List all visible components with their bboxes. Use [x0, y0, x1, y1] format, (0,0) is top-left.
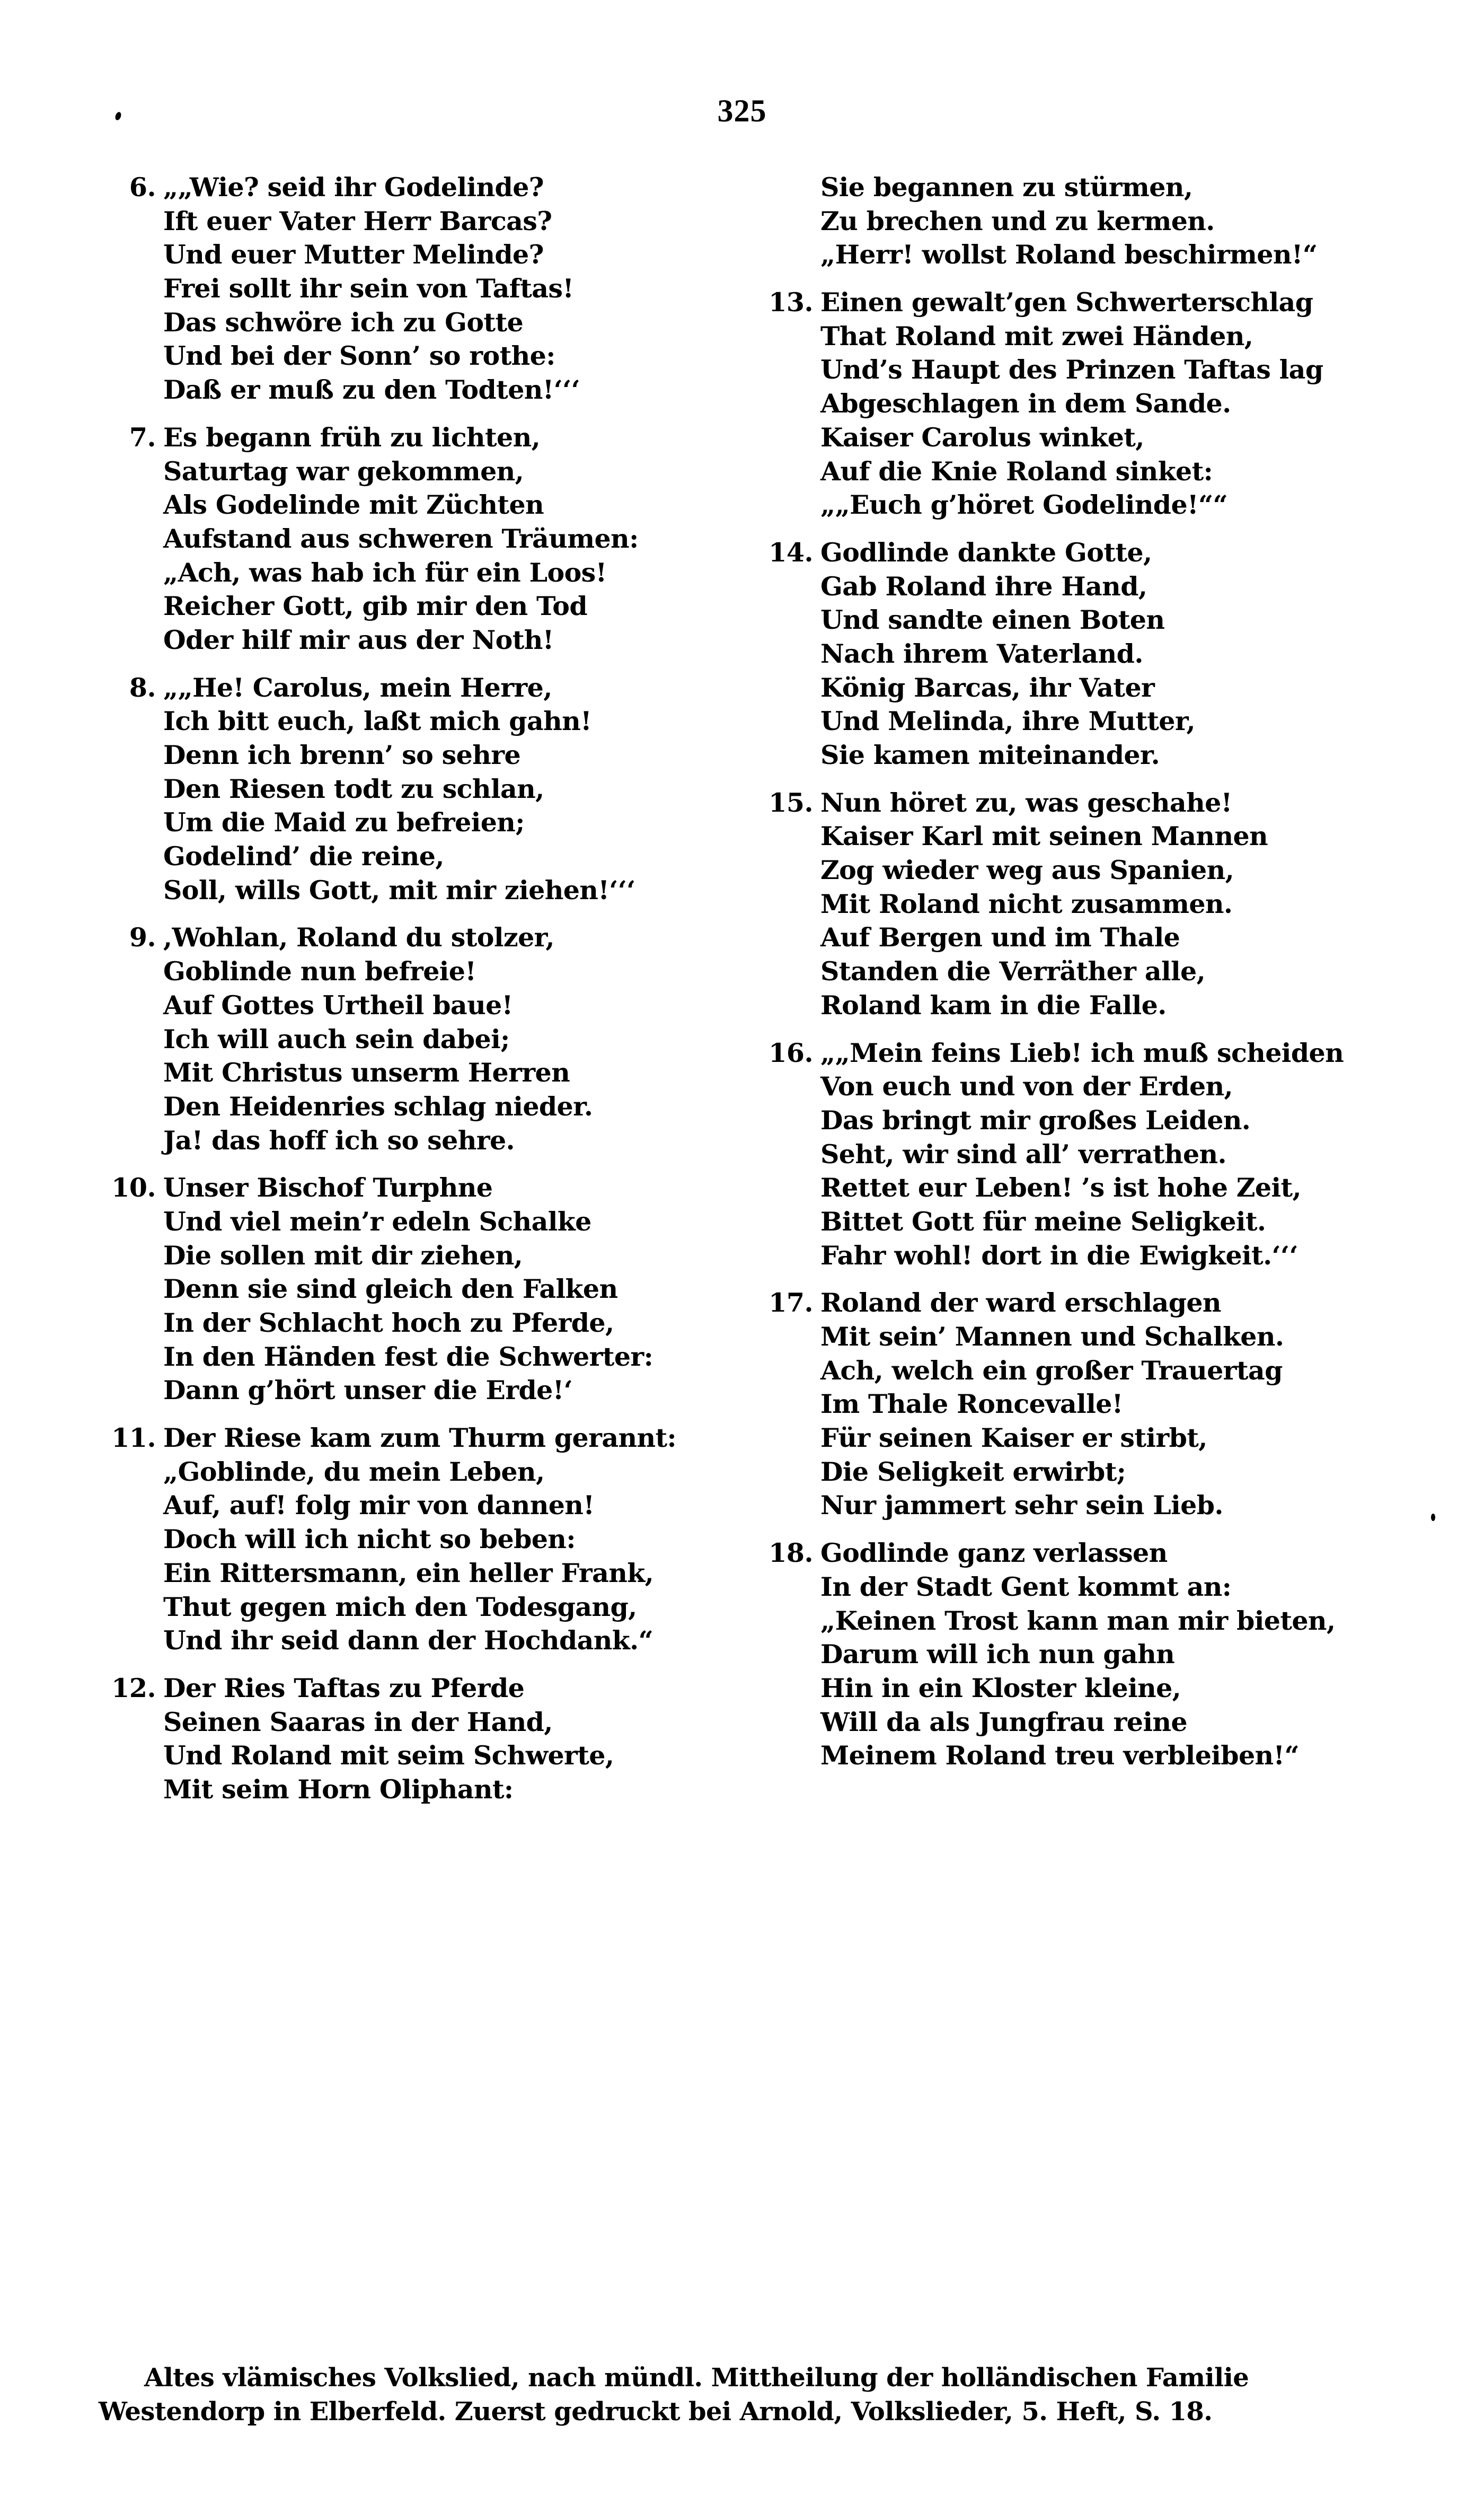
verse-line: „Keinen Trost kann man mir bieten,: [820, 1605, 1336, 1636]
verse-line: In den Händen fest die Schwerter:: [163, 1341, 653, 1372]
stanza-number: 10.: [111, 1172, 156, 1203]
stanza-number: 9.: [129, 922, 156, 953]
verse-line: Sie kamen miteinander.: [820, 740, 1160, 770]
verse-line: Und sandte einen Boten: [820, 604, 1165, 636]
verse-line: Die sollen mit dir ziehen,: [163, 1240, 523, 1271]
verse-line: Auf die Knie Roland sinket:: [820, 455, 1213, 487]
stanza-lines: [820, 286, 1371, 522]
verse-line: Denn ich brenn’ so sehre: [163, 740, 521, 770]
verse-line: Thut gegen mich den Todesgang,: [163, 1591, 637, 1622]
stanza-lines: [163, 1672, 713, 1807]
verse-line: Roland kam in die Falle.: [820, 989, 1167, 1021]
verse-line: That Roland mit zwei Händen,: [820, 320, 1253, 351]
verse-line: Der Ries Taftas zu Pferde: [163, 1672, 525, 1703]
stanza: [99, 421, 713, 657]
verse-line: Hin in ein Kloster kleine,: [820, 1672, 1181, 1703]
verse-line: Und euer Mutter Melinde?: [163, 239, 544, 270]
verse-line: Saturtag war gekommen,: [163, 455, 524, 487]
verse-line: Auf Gottes Urtheil baue!: [163, 989, 513, 1021]
verse-line: Ja! das hoff ich so sehre.: [163, 1124, 515, 1156]
stanza: [99, 1171, 713, 1408]
verse-line: Roland der ward erschlagen: [820, 1287, 1221, 1319]
stanza-lines: [820, 536, 1371, 772]
verse-line: Soll, wills Gott, mit mir ziehen!‘‘‘: [163, 874, 635, 906]
stanza-lines: [163, 421, 713, 657]
verse-line: Den Heidenries schlag nieder.: [163, 1091, 593, 1122]
stanza-lines: [163, 921, 713, 1157]
verse-line: Ach, welch ein großer Trauertag: [820, 1355, 1283, 1386]
verse-line: ,Wohlan, Roland du stolzer,: [163, 922, 554, 953]
verse-line: Auf Bergen und im Thale: [820, 922, 1180, 953]
verse-line: Ich will auch sein dabei;: [163, 1023, 510, 1054]
verse-line: Um die Maid zu befreien;: [163, 807, 525, 838]
stanza: [99, 1672, 713, 1807]
verse-line: Mit sein’ Mannen und Schalken.: [820, 1321, 1284, 1352]
verse-line: Godlinde ganz verlassen: [820, 1537, 1168, 1569]
verse-line: Zu brechen und zu kermen.: [820, 205, 1215, 236]
verse-line: Von euch und von der Erden,: [820, 1071, 1233, 1102]
verse-line: Godlinde dankte Gotte,: [820, 537, 1152, 568]
verse-line: Darum will ich nun gahn: [820, 1639, 1175, 1670]
right-column: [756, 171, 1371, 1821]
source-note-line: Altes vlämisches Volkslied, nach mündl. Mittheilung der holländischen Familie: [144, 2363, 1249, 2393]
verse-line: Will da als Jungfrau reine: [820, 1706, 1187, 1737]
verse-line: Frei sollt ihr sein von Taftas!: [163, 273, 574, 304]
stanza-number: 13.: [768, 287, 813, 318]
verse-line: „Ach, was hab ich für ein Loos!: [163, 557, 607, 588]
verse-line: Als Godelinde mit Züchten: [163, 489, 544, 521]
stanza-number: 11.: [111, 1422, 156, 1454]
verse-line: Einen gewalt’gen Schwerterschlag: [820, 287, 1313, 318]
verse-line: Das bringt mir großes Leiden.: [820, 1104, 1251, 1136]
left-column: [99, 171, 713, 1821]
stanza-number: 18.: [768, 1537, 813, 1569]
verse-line: Und bei der Sonn’ so rothe:: [163, 340, 555, 372]
verse-line: Ift euer Vater Herr Barcas?: [163, 205, 552, 236]
ink-speck: [1431, 1514, 1435, 1521]
stanza-number: 8.: [129, 672, 156, 703]
source-note-line: Westendorp in Elberfeld. Zuerst gedruckt bei Arnold, Volkslieder, 5. Heft, S. 18.: [99, 2397, 1213, 2427]
verse-line: Nach ihrem Vaterland.: [820, 638, 1143, 669]
verse-line: Meinem Roland treu verbleiben!“: [820, 1740, 1300, 1771]
verse-line: In der Stadt Gent kommt an:: [820, 1571, 1232, 1602]
stanza: [756, 786, 1371, 1023]
verse-line: Es begann früh zu lichten,: [163, 421, 541, 453]
stanza-lines: [820, 786, 1371, 1023]
stanza: [756, 286, 1371, 522]
verse-line: Kaiser Carolus winket,: [820, 421, 1144, 453]
stanza: [756, 1286, 1371, 1523]
page-number: 325: [717, 93, 767, 128]
verse-line: Das schwöre ich zu Gotte: [163, 306, 524, 338]
verse-line: Und’s Haupt des Prinzen Taftas lag: [820, 354, 1323, 385]
verse-line: Unser Bischof Turphne: [163, 1172, 493, 1203]
two-column-body: [0, 171, 1484, 1821]
document-page: [0, 93, 1484, 2496]
verse-line: Mit seim Horn Oliphant:: [163, 1773, 514, 1805]
verse-line: Und ihr seid dann der Hochdank.“: [163, 1625, 653, 1656]
verse-line: Rettet eur Leben! ’s ist hohe Zeit,: [820, 1172, 1301, 1203]
stanza-number: 17.: [768, 1287, 813, 1319]
verse-line: Ein Rittersmann, ein heller Frank,: [163, 1557, 654, 1588]
stanza: [99, 171, 713, 407]
verse-line: Standen die Verräther alle,: [820, 956, 1206, 987]
stanza-lines: [820, 171, 1371, 272]
verse-line: Die Seligkeit erwirbt;: [820, 1456, 1126, 1487]
stanza-number: 14.: [768, 537, 813, 568]
verse-line: Goblinde nun befreie!: [163, 956, 476, 987]
verse-line: Den Riesen todt zu schlan,: [163, 773, 544, 804]
verse-line: Für seinen Kaiser er stirbt,: [820, 1422, 1207, 1454]
stanza-number: 15.: [768, 787, 813, 818]
stanza: [756, 1036, 1371, 1273]
stanza-lines: [820, 1286, 1371, 1523]
stanza-continuation: [756, 171, 1371, 272]
verse-line: In der Schlacht hoch zu Pferde,: [163, 1307, 614, 1338]
verse-line: Doch will ich nicht so beben:: [163, 1524, 576, 1555]
verse-line: Abgeschlagen in dem Sande.: [820, 388, 1231, 419]
verse-line: Denn sie sind gleich den Falken: [163, 1273, 618, 1305]
verse-line: Ich bitt euch, laßt mich gahn!: [163, 706, 592, 737]
verse-line: Seht, wir sind all’ verrathen.: [820, 1138, 1227, 1170]
verse-line: Kaiser Karl mit seinen Mannen: [820, 821, 1268, 852]
verse-line: Aufstand aus schweren Träumen:: [163, 523, 639, 554]
verse-line: Nur jammert sehr sein Lieb.: [820, 1490, 1223, 1521]
verse-line: Bittet Gott für meine Seligkeit.: [820, 1206, 1266, 1237]
verse-line: Mit Roland nicht zusammen.: [820, 888, 1233, 919]
verse-line: Dann g’hört unser die Erde!‘: [163, 1375, 573, 1406]
verse-line: „„He! Carolus, mein Herre,: [163, 672, 552, 703]
verse-line: „„Euch g’höret Godelinde!““: [820, 489, 1228, 521]
stanza-lines: [163, 1421, 713, 1658]
stanza-number: 7.: [129, 421, 156, 453]
stanza-number: 12.: [111, 1672, 156, 1703]
stanza: [99, 921, 713, 1157]
verse-line: Fahr wohl! dort in die Ewigkeit.‘‘‘: [820, 1240, 1298, 1271]
verse-line: „Herr! wollst Roland beschirmen!“: [820, 239, 1318, 270]
verse-line: Seinen Saaras in der Hand,: [163, 1706, 553, 1737]
verse-line: Der Riese kam zum Thurm gerannt:: [163, 1422, 677, 1454]
verse-line: Und viel mein’r edeln Schalke: [163, 1206, 591, 1237]
source-note: [99, 2361, 1389, 2429]
stanza-lines: [163, 171, 713, 407]
stanza-lines: [163, 1171, 713, 1408]
stanza: [99, 671, 713, 908]
verse-line: Auf, auf! folg mir von dannen!: [163, 1490, 595, 1521]
stanza-lines: [163, 671, 713, 908]
stanza: [99, 1421, 713, 1658]
verse-line: Und Roland mit seim Schwerte,: [163, 1740, 614, 1771]
verse-line: Und Melinda, ihre Mutter,: [820, 706, 1195, 737]
stanza-number: 16.: [768, 1037, 813, 1068]
verse-line: Reicher Gott, gib mir den Tod: [163, 591, 587, 622]
verse-line: Daß er muß zu den Todten!‘‘‘: [163, 374, 580, 406]
verse-line: König Barcas, ihr Vater: [820, 672, 1155, 703]
stanza-lines: [820, 1036, 1371, 1273]
stanza-lines: [820, 1536, 1371, 1773]
verse-line: Oder hilf mir aus der Noth!: [163, 624, 554, 655]
verse-line: Gab Roland ihre Hand,: [820, 570, 1147, 602]
stanza-number: 6.: [129, 172, 156, 203]
verse-line: Im Thale Roncevalle!: [820, 1388, 1123, 1420]
verse-line: „„Wie? seid ihr Godelinde?: [163, 172, 544, 203]
verse-line: Nun höret zu, was geschahe!: [820, 787, 1232, 818]
verse-line: „Goblinde, du mein Leben,: [163, 1456, 545, 1487]
verse-line: Zog wieder weg aus Spanien,: [820, 855, 1234, 886]
stanza: [756, 1536, 1371, 1773]
stanza: [756, 536, 1371, 772]
verse-line: Mit Christus unserm Herren: [163, 1057, 570, 1088]
verse-line: Godelind’ die reine,: [163, 841, 444, 872]
verse-line: Sie begannen zu stürmen,: [820, 172, 1193, 203]
verse-line: „„Mein feins Lieb! ich muß scheiden: [820, 1037, 1344, 1068]
